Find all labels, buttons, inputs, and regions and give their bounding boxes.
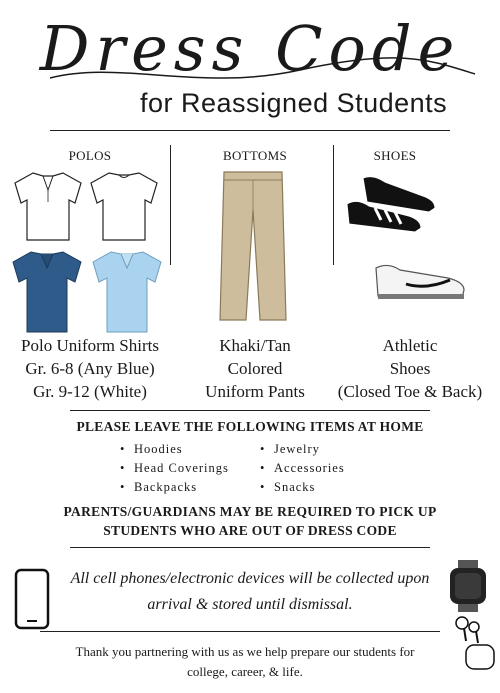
divider — [40, 631, 440, 632]
white-polo-back-icon — [91, 173, 157, 240]
devices-notice — [50, 566, 450, 618]
polos-illustration — [5, 168, 165, 336]
light-blue-polo-icon — [93, 252, 161, 332]
thanks-message — [40, 642, 450, 682]
leave-home-left-list — [120, 440, 229, 497]
thanks-line: college, career, & life. — [187, 664, 303, 679]
item-label: Head Coverings — [134, 461, 229, 475]
item-label: Jewelry — [274, 442, 320, 456]
shoes-heading: SHOES — [373, 148, 417, 163]
list-item: • Backpacks — [120, 480, 198, 494]
desc-line: Khaki/Tan — [219, 336, 291, 355]
polos-heading: POLOS — [68, 148, 112, 163]
polos-description — [0, 334, 180, 403]
list-item: • Hoodies — [120, 442, 183, 456]
desc-line: Gr. 9-12 (White) — [33, 382, 147, 401]
desc-line: Colored — [227, 359, 283, 378]
khaki-pants-icon — [218, 170, 288, 325]
page-subtitle: for Reassigned Students — [140, 88, 448, 118]
notice-line: STUDENTS WHO ARE OUT OF DRESS CODE — [103, 523, 397, 538]
black-sneakers-icon — [343, 172, 443, 234]
list-item: • Snacks — [260, 480, 316, 494]
parents-notice — [0, 502, 500, 540]
leave-home-heading: PLEASE LEAVE THE FOLLOWING ITEMS AT HOME — [76, 419, 424, 434]
notice-line: arrival & stored until dismissal. — [147, 596, 353, 613]
column-divider — [333, 145, 334, 265]
divider — [70, 410, 430, 411]
bottoms-description — [185, 334, 325, 403]
item-label: Hoodies — [134, 442, 183, 456]
earbuds-icon — [452, 615, 498, 675]
leave-home-right-list — [260, 440, 345, 497]
white-polo-icon — [15, 173, 81, 240]
desc-line: Gr. 6-8 (Any Blue) — [25, 359, 155, 378]
desc-line: Athletic — [382, 336, 438, 355]
item-label: Snacks — [274, 480, 316, 494]
column-divider — [170, 145, 171, 265]
list-item: • Accessories — [260, 461, 345, 475]
page-title: Dress Code — [39, 12, 461, 85]
shoes-description — [325, 334, 495, 403]
notice-line: All cell phones/electronic devices will be collected upon — [70, 570, 430, 587]
desc-line: Shoes — [389, 359, 431, 378]
bottoms-heading: BOTTOMS — [223, 148, 287, 163]
smartwatch-icon — [446, 560, 490, 612]
desc-line: Polo Uniform Shirts — [21, 336, 159, 355]
item-label: Accessories — [274, 461, 345, 475]
notice-line: PARENTS/GUARDIANS MAY BE REQUIRED TO PICK UP — [63, 504, 437, 519]
desc-line: Uniform Pants — [205, 382, 305, 401]
title-script — [0, 0, 500, 95]
navy-polo-icon — [13, 252, 81, 332]
white-sneaker-icon — [370, 256, 470, 304]
thanks-line: Thank you partnering with us as we help prepare our students for — [75, 644, 415, 659]
divider — [70, 547, 430, 548]
list-item: • Head Coverings — [120, 461, 229, 475]
divider — [50, 130, 450, 131]
cell-phone-icon — [14, 568, 50, 630]
item-label: Backpacks — [134, 480, 198, 494]
desc-line: (Closed Toe & Back) — [337, 382, 483, 401]
list-item: • Jewelry — [260, 442, 320, 456]
